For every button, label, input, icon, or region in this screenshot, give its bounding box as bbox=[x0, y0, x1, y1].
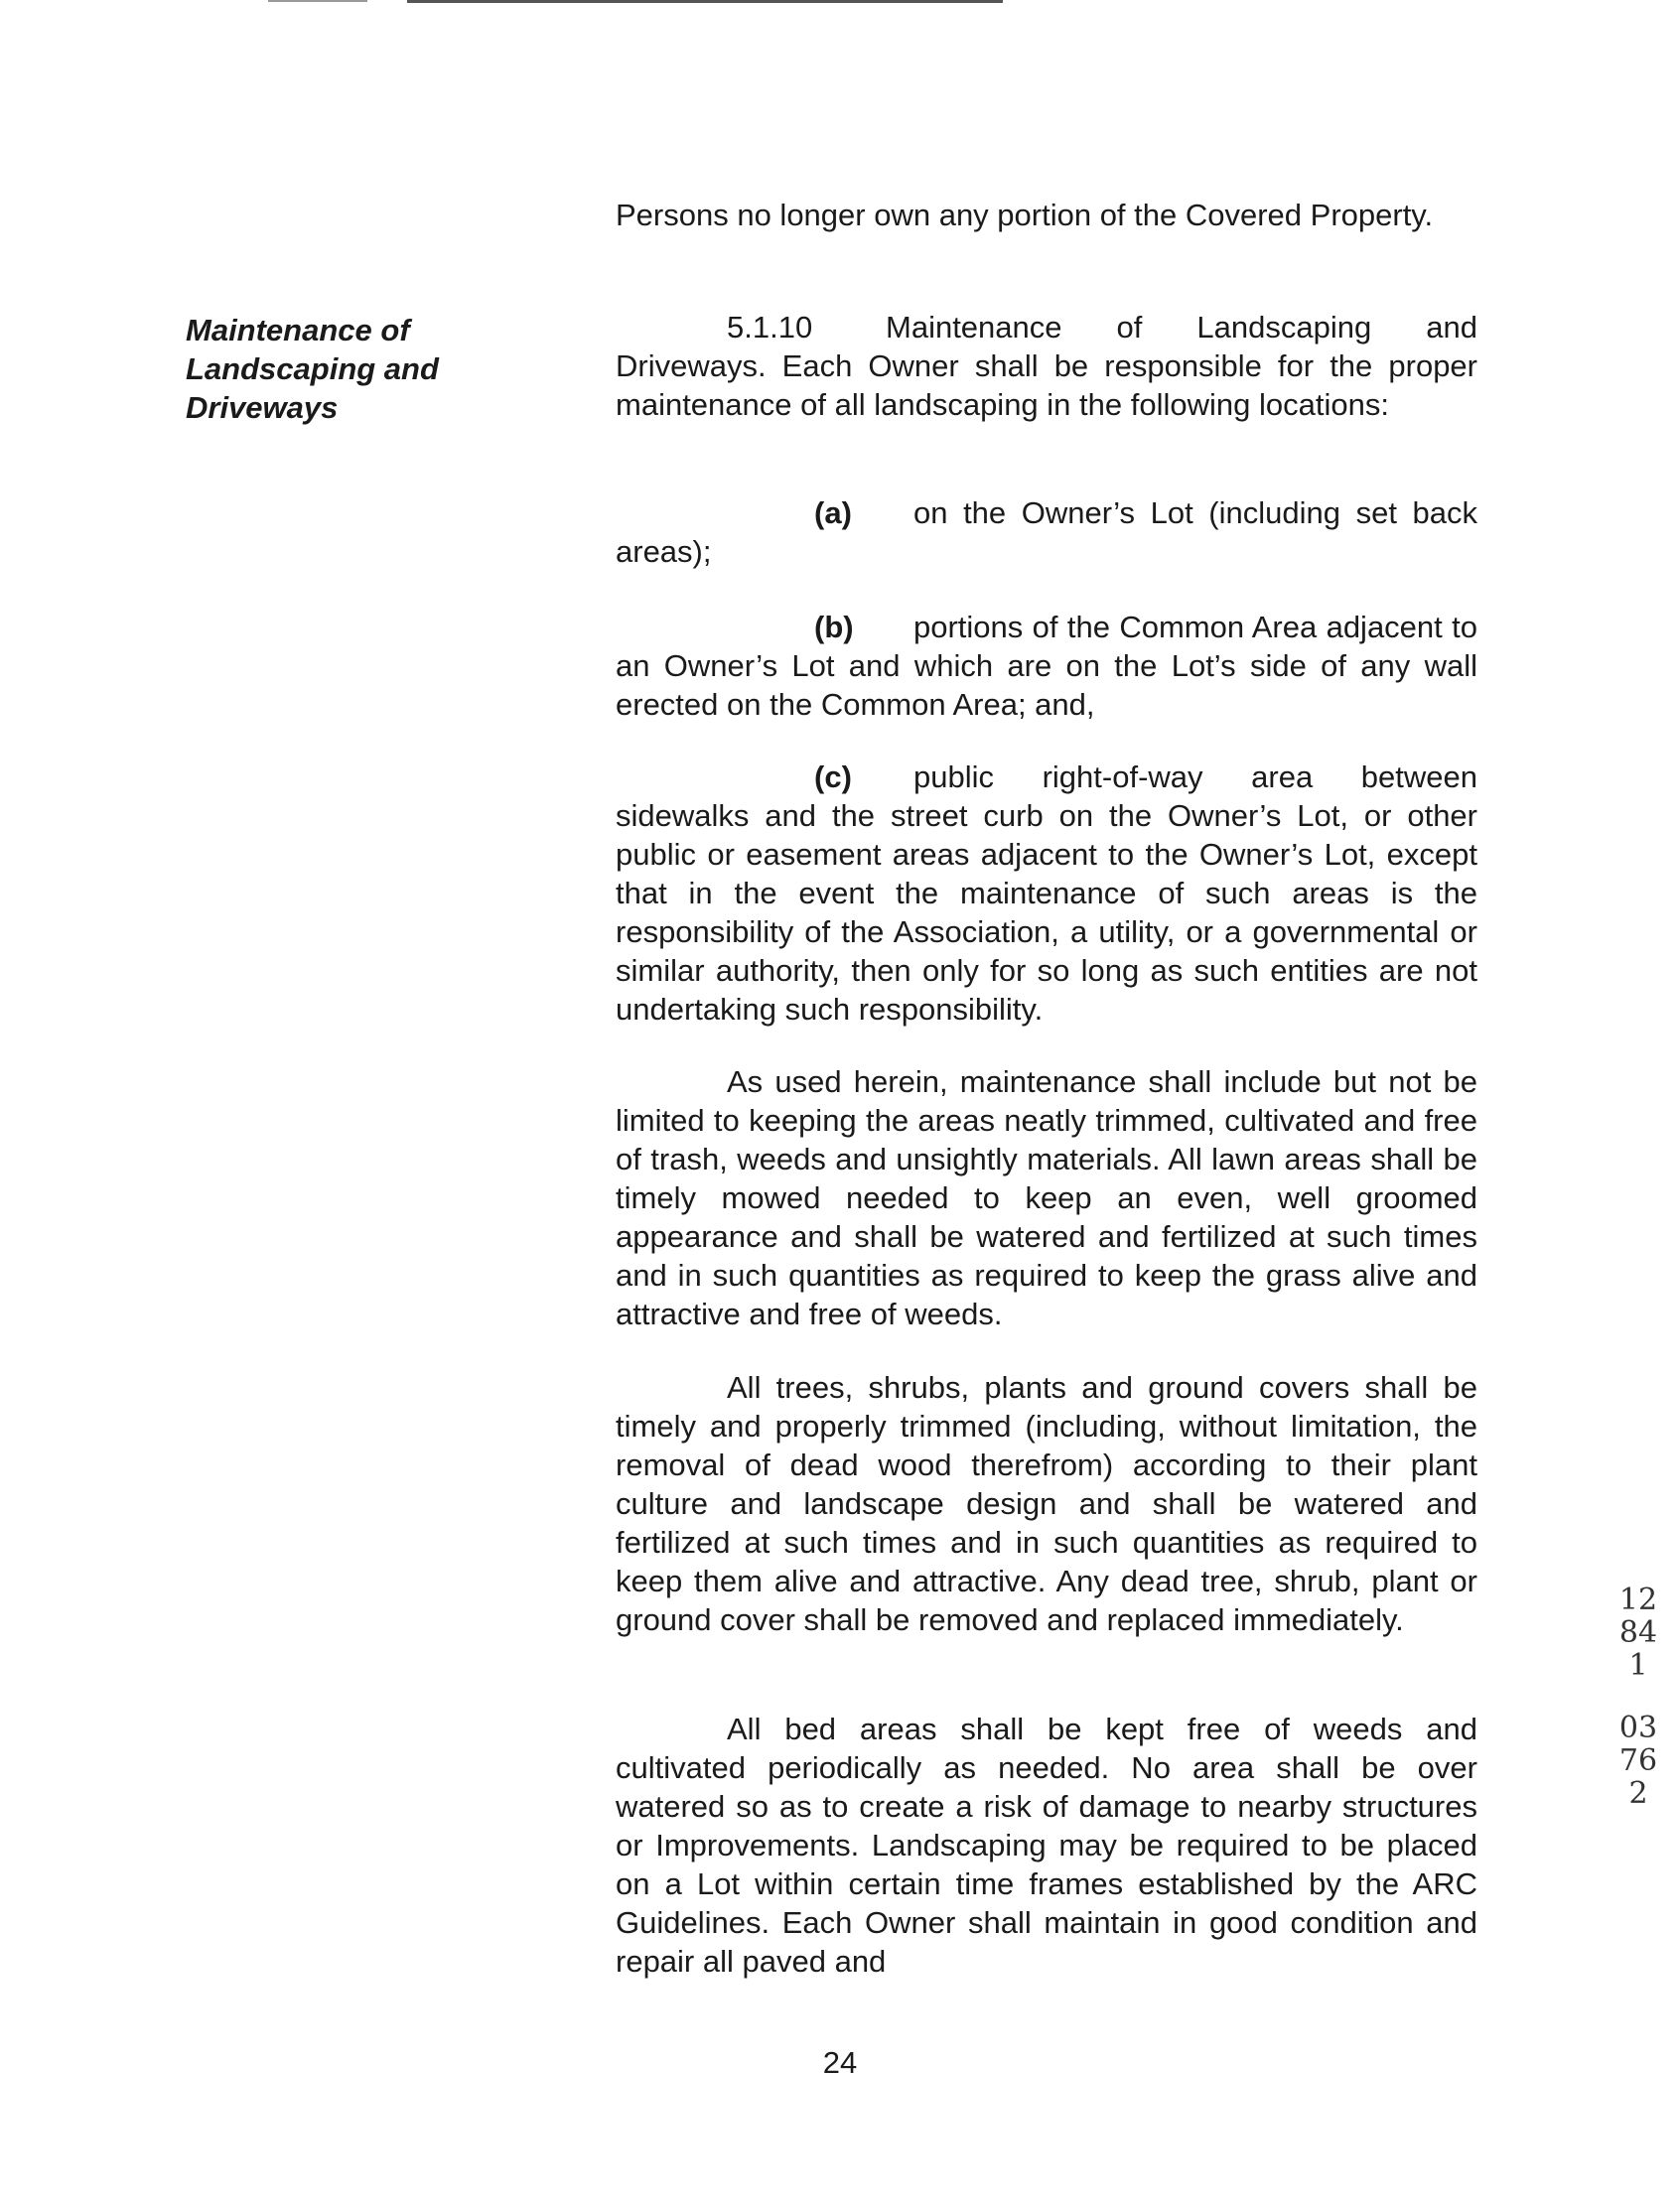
scan-artifact-left bbox=[268, 0, 367, 2]
sidebar-heading-line: Landscaping and bbox=[186, 351, 439, 386]
scan-artifact-line bbox=[407, 0, 1003, 3]
list-item-text: public right-of-way area between sidewalks and the street curb on the Owner’s Lot, or other public or easement areas adjacent to the Owner’s Lot, except that in the event the maintenance of such areas is the responsibility of the Association, a utility, or a governmental or similar authority, then only for so long as such entities are not undertaking such responsibility. bbox=[616, 759, 1477, 1027]
stamp-number: 03762 bbox=[1618, 1711, 1658, 1811]
list-item-label: (b) bbox=[814, 610, 854, 644]
list-item-b bbox=[616, 608, 1477, 724]
paragraph-bed-areas: All bed areas shall be kept free of weeds and cultivated periodically as needed. No area shall be over watered so as to create a risk of damage to nearby structures or Improvements. Landscaping may be required to be placed on a Lot within certain time frames established by the ARC Guidelines. Each Owner shall maintain in good condition and repair all paved and bbox=[616, 1712, 1477, 1979]
sidebar-heading-line: Maintenance of bbox=[186, 313, 410, 347]
section-5-1-10 bbox=[616, 308, 1477, 424]
paragraph-trees-shrubs: All trees, shrubs, plants and ground covers shall be timely and properly trimmed (including, without limitation, the removal of dead wood therefrom) according to their plant culture and landscape design and shall be watered and fertilized at such times and in such quantities as required to keep them alive and attractive. Any dead tree, shrub, plant or ground cover shall be removed and replaced immediately. bbox=[616, 1370, 1477, 1637]
sidebar-heading bbox=[186, 311, 503, 427]
margin-stamp bbox=[1618, 1584, 1658, 1840]
section-number: 5.1.10 bbox=[727, 310, 813, 345]
list-item-c bbox=[616, 758, 1477, 1029]
page-number: 24 bbox=[822, 2045, 858, 2080]
list-item-a bbox=[616, 493, 1477, 571]
section-text: Maintenance of Landscaping and Driveways. Each Owner shall be responsible for the proper maintenance of all landscaping in the following locations: bbox=[616, 310, 1477, 422]
list-item-text: portions of the Common Area adjacent to an Owner’s Lot and which are on the Lot’s side of any wall erected on the Common Area; and, bbox=[616, 610, 1477, 722]
continuation-paragraph: Persons no longer own any portion of the Covered Property. bbox=[616, 198, 1434, 232]
list-item-text: on the Owner’s Lot (including set back areas); bbox=[616, 495, 1477, 569]
sidebar-heading-line: Driveways bbox=[186, 390, 339, 425]
paragraph-maintenance-definition: As used herein, maintenance shall include but not be limited to keeping the areas neatly trimmed, cultivated and free of trash, weeds and unsightly materials. All lawn areas shall be timely mowed needed to keep an even, well groomed appearance and shall be watered and fertilized at such times and in such quantities as required to keep the grass alive and attractive and free of weeds. bbox=[616, 1064, 1477, 1331]
list-item-label: (c) bbox=[814, 759, 852, 794]
list-item-label: (a) bbox=[814, 495, 852, 530]
stamp-number: 12841 bbox=[1618, 1583, 1658, 1683]
